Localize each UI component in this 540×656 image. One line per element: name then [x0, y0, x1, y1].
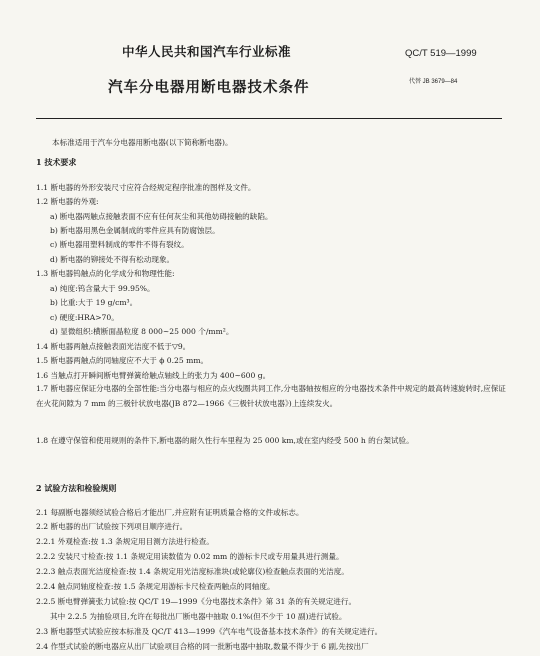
clause-1-3-b: b) 比重:大于 19 g/cm³。 — [50, 298, 138, 307]
clause-1-2-c: c) 断电器用塑料制成的零件不得有裂纹。 — [50, 240, 189, 249]
clause-1-2-d: d) 断电器的铆接处不得有松动现象。 — [50, 255, 175, 264]
clause-1-8: 1.8 在遵守保管和使用规则的条件下,断电器的耐久性行车里程为 25 000 km,或在室内经受 500 h 的台架试验。 — [36, 436, 414, 445]
clause-1-3-a: a) 纯度:钨含量大于 99.95%。 — [50, 284, 155, 293]
clause-2-3: 2.3 断电器型式试验应按本标准及 QC/T 413—1999《汽车电气设备基本技术条件》的有关规定进行。 — [36, 627, 383, 636]
clause-1-5: 1.5 断电器两触点的同轴度应不大于 ϕ 0.25 mm。 — [36, 356, 209, 365]
clause-2-2-5: 2.2.5 断电臂弹簧张力试验:按 QC/T 19—1999《分电器技术条件》第 31 条的有关规定进行。 — [36, 597, 357, 606]
clause-2-2-1: 2.2.1 外观检查:按 1.3 条规定用目测方法进行检查。 — [36, 537, 214, 546]
clause-1-3-c: c) 硬度:HRA>70。 — [50, 313, 119, 322]
clause-2-2: 2.2 断电器的出厂试验按下列项目顺序进行。 — [36, 522, 188, 531]
clause-1-4: 1.4 断电器两触点接触表面光洁度不低于▽9。 — [36, 342, 191, 351]
clause-1-2-a: a) 断电器两触点接触表面不应有任何灰尘和其他妨碍接触的缺陷。 — [50, 212, 273, 221]
scope-paragraph: 本标准适用于汽车分电器用断电器(以下简称断电器)。 — [52, 138, 233, 147]
clause-1-2-b: b) 断电器用黑色金属制成的零件应具有防腐蚀层。 — [50, 226, 220, 235]
clause-1-2: 1.2 断电器的外观: — [36, 197, 99, 206]
clause-2-2-5-note: 其中 2.2.5 为抽验项目,允许在每批出厂断电器中抽取 0.1%(但不少于 10 副)进行试验。 — [50, 612, 347, 621]
clause-2-2-2: 2.2.2 安装尺寸检查:按 1.1 条规定用读数值为 0.02 mm 的游标卡尺或专用量具进行测量。 — [36, 552, 344, 561]
clause-1-3: 1.3 断电器钨触点的化学成分和物理性能: — [36, 269, 175, 278]
clause-1-3-d: d) 显微组织:横断面晶粒度 8 000~25 000 个/mm²。 — [50, 327, 234, 336]
issuing-organization: 中华人民共和国汽车行业标准 — [122, 44, 292, 59]
clause-2-4: 2.4 作型式试验的断电器应从出厂试验项目合格的同一批断电器中抽取,数量不得少于 6 副,先按出厂 — [36, 642, 369, 651]
clause-2-2-3: 2.2.3 触点表面光洁度检查:按 1.4 条规定用光洁度标准块(或轮廓仪)检查触点表面的光洁度。 — [36, 567, 349, 576]
header-divider — [36, 118, 502, 119]
clause-1-1: 1.1 断电器的外形安装尺寸应符合经规定程序批准的图样及文件。 — [36, 183, 256, 192]
document-title: 汽车分电器用断电器技术条件 — [108, 79, 310, 96]
replaces-note: 代替 JB 3679—84 — [409, 79, 458, 85]
section-2-heading: 2 试验方法和检验规则 — [36, 483, 117, 493]
clause-2-2-4: 2.2.4 触点同轴度检查:按 1.5 条规定用游标卡尺检查两触点的同轴度。 — [36, 582, 275, 591]
clause-1-7: 1.7 断电器应保证分电器的全部性能:当分电器与相应的点火线圈共同工作,分电器轴按相应的分电器技术条件中规定的最高转速旋转时,应保证在火花间隙为 7 mm 的三极针状放电器(JB 872—1966《三极针状放电器》)上连续发火。 — [36, 384, 506, 408]
clause-2-1: 2.1 每副断电器须经试验合格后才能出厂,并应附有证明质量合格的文件或标志。 — [36, 508, 304, 517]
standard-number: QC/T 519—1999 — [405, 48, 477, 59]
section-1-heading: 1 技术要求 — [36, 157, 77, 167]
clause-1-6: 1.6 当触点打开瞬间断电臂弹簧给触点轴线上的张力为 400~600 g。 — [36, 371, 271, 380]
